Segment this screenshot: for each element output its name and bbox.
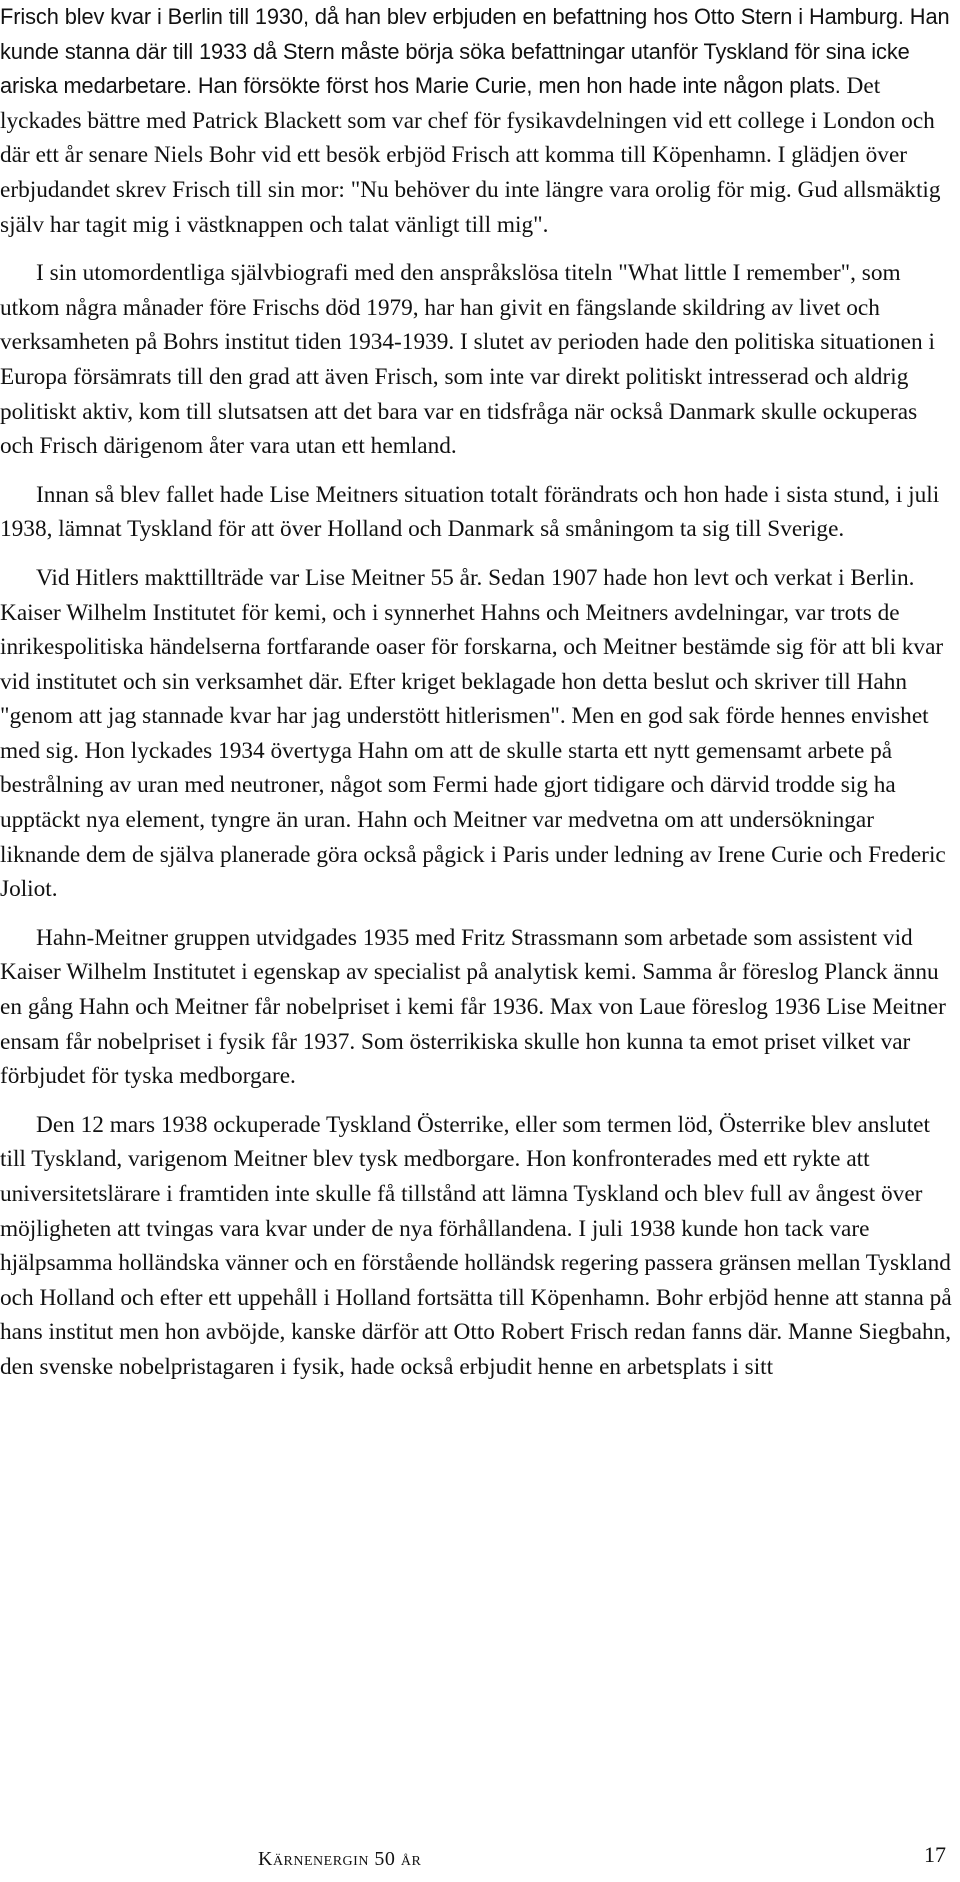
paragraph-hitler-takeover	[0, 561, 956, 907]
paragraph-autobiography	[0, 256, 956, 464]
paragraph-run: Frisch blev kvar i Berlin till 1930, då han blev erbjuden en befattning hos Otto Stern i Hamburg. Han kunde stanna där till 1933 då Stern måste börja söka befattningar utanför Tyskland för sina icke ariska medarbetare. Han försökte först hos Marie Curie, men hon hade inte någon plats.	[0, 4, 950, 99]
page-footer	[0, 1842, 960, 1882]
paragraph-run: Den 12 mars 1938 ockuperade Tyskland Österrike, eller som termen löd, Österrike blev anslutet till Tyskland, varigenom Meitner blev tysk medborgare. Hon konfronterades med ett rykte att universitetslärare i framtiden inte skulle få tillstånd att lämna Tyskland och blev full av ångest över möjligheten att tvingas vara kvar under de nya förhållandena. I juli 1938 kunde hon tack vare hjälpsamma holländska vänner och en förstående holländsk regering passera gränsen mellan Tyskland och Holland och efter ett uppehåll i Holland fortsätta till Köpenhamn. Bohr erbjöd henne att stanna på hans institut men hon avböjde, kanske därför att Otto Robert Frisch redan fanns där. Manne Siegbahn, den svenske nobelpristagaren i fysik, hade också erbjudit henne en arbetsplats i sitt	[0, 1111, 952, 1380]
paragraph-run: Det lyckades bättre med Patrick Blackett som var chef för fysikavdelningen vid ett college i London och där ett år senare Niels Bohr vid ett besök erbjöd Frisch att komma till Köpenhamn. I glädjen över erbjudandet skrev Frisch till sin mor: "Nu behöver du inte längre vara orolig för mig. Gud allsmäktig själv har tagit mig i västknappen och talat vänligt till mig".	[0, 73, 941, 238]
running-title	[258, 1848, 421, 1871]
paragraph-meitner-left	[0, 478, 956, 547]
paragraph-frisch-berlin	[0, 0, 956, 242]
page-number: 17	[924, 1842, 946, 1867]
paragraph-run: I sin utomordentliga självbiografi med den anspråkslösa titeln "What little I remember", som utkom några månader före Frischs död 1979, har han givit en fängslande skildring av livet och verksamheten på Bohrs institut tiden 1934-1939. I slutet av perioden hade den politiska situationen i Europa försämrats till den grad att även Frisch, som inte var direkt politiskt intresserad och aldrig politiskt aktiv, kom till slutsatsen att det bara var en tidsfråga när också Danmark skulle ockuperas och Frisch därigenom åter vara utan ett hemland.	[0, 260, 935, 460]
paragraph-run: Innan så blev fallet hade Lise Meitners situation totalt förändrats och hon hade i sista stund, i juli 1938, lämnat Tyskland för att över Holland och Danmark så småningom ta sig till Sverige.	[0, 481, 940, 543]
paragraph-austria-occupation	[0, 1108, 956, 1385]
paragraph-run: Vid Hitlers makttillträde var Lise Meitner 55 år. Sedan 1907 hade hon levt och verkat i Berlin. Kaiser Wilhelm Institutet för kemi, och i synnerhet Hahns och Meitners avdelningar, var trots de inrikespolitiska händelserna fortfarande oaser för forskarna, och Meitner bestämde sig för att bli kvar vid institutet och sin verksamhet där. Efter kriget beklagade hon detta beslut och skriver till Hahn "genom att jag stannade kvar har jag understött hitlerismen". Men en god sak förde hennes envishet med sig. Hon lyckades 1934 övertyga Hahn om att de skulle starta ett nytt gemensamt arbete på bestrålning av uran med neutroner, något som Fermi hade gjort tidigare och därvid trodde sig ha upptäckt nya element, tyngre än uran. Hahn och Meitner var medvetna om att undersökningar liknande dem de själva planerade göra också pågick i Paris under ledning av Irene Curie och Frederic Joliot.	[0, 564, 946, 903]
paragraph-run: Hahn-Meitner gruppen utvidgades 1935 med Fritz Strassmann som arbetade som assistent vid Kaiser Wilhelm Institutet i egenskap av specialist på analytisk kemi. Samma år föreslog Planck ännu en gång Hahn och Meitner får nobelpriset i kemi får 1936. Max von Laue föreslog 1936 Lise Meitner ensam får nobelpriset i fysik får 1937. Som österrikiska skulle hon kunna ta emot priset vilket var förbjudet för tyska medborgare.	[0, 924, 946, 1090]
running-title-text: Kärnenergin 50 år	[258, 1848, 422, 1870]
paragraph-hahn-meitner-group	[0, 921, 956, 1094]
